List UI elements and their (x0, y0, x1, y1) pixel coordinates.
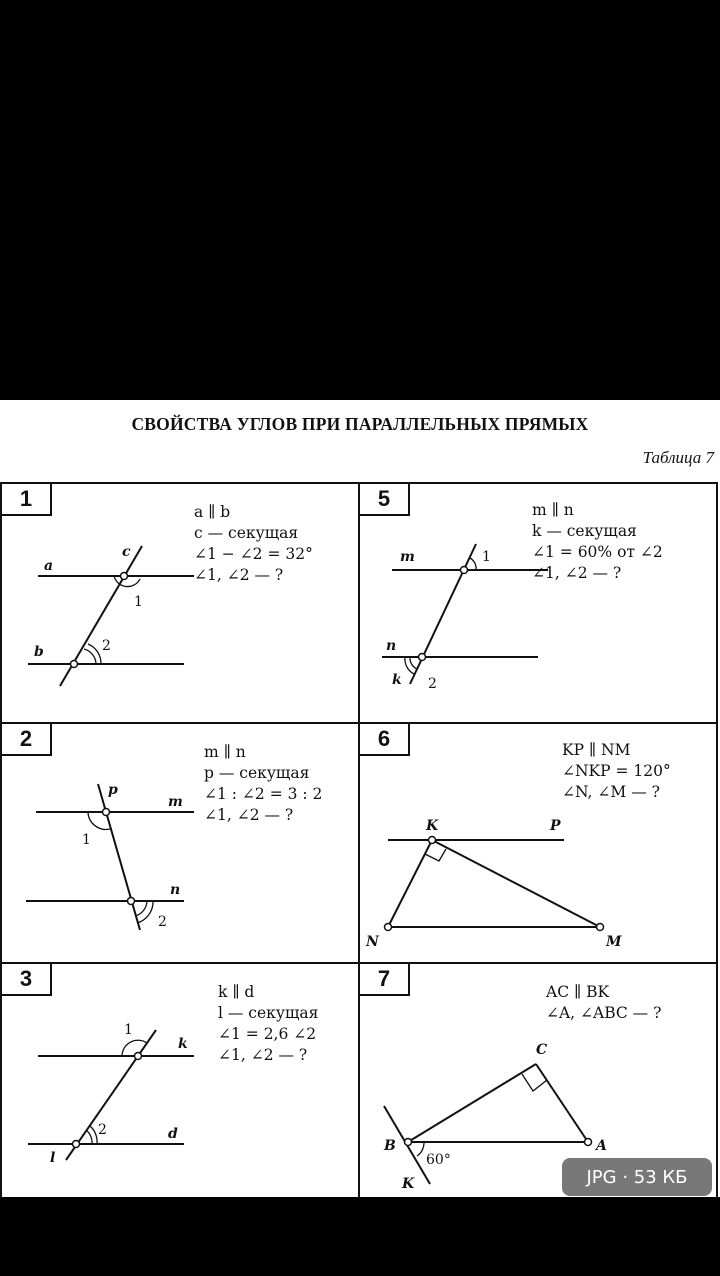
label-angle-2: 2 (428, 676, 437, 692)
condition-line: ∠A, ∠ABC — ? (546, 1004, 662, 1022)
label-N: N (366, 934, 379, 950)
label-c: c (122, 544, 131, 560)
label-angle-60: 60° (426, 1152, 451, 1168)
condition-line: AC ∥ BK (546, 983, 610, 1001)
label-l: l (50, 1150, 56, 1166)
condition-line: a ∥ b (194, 503, 231, 521)
problem-number: 7 (360, 964, 410, 996)
diagram-6 (360, 724, 718, 962)
condition-line: ∠NKP = 120° (562, 762, 671, 780)
condition-line: k ∥ d (218, 983, 255, 1001)
condition-line: ∠1 = 60% от ∠2 (532, 543, 663, 561)
condition-line: ∠N, ∠M — ? (562, 783, 660, 801)
problem-number: 1 (2, 484, 52, 516)
problem-number: 6 (360, 724, 410, 756)
file-info-badge: JPG · 53 КБ (562, 1158, 712, 1196)
label-K: K (402, 1176, 415, 1192)
label-C: C (536, 1042, 548, 1058)
problem-number: 3 (2, 964, 52, 996)
diagram-3 (2, 964, 360, 1197)
condition-line: KP ∥ NM (562, 741, 631, 759)
label-angle-1: 1 (124, 1022, 133, 1038)
condition-line: m ∥ n (532, 501, 574, 519)
problem-number: 2 (2, 724, 52, 756)
label-d: d (168, 1126, 178, 1142)
label-k: k (392, 672, 402, 688)
problem-cell-6 (360, 724, 718, 962)
label-M: M (606, 934, 622, 950)
condition-line: ∠1 − ∠2 = 32° (194, 545, 313, 563)
label-k: k (178, 1036, 188, 1052)
diagram-2 (2, 724, 360, 962)
condition-line: ∠1 : ∠2 = 3 : 2 (204, 785, 323, 803)
label-K: K (426, 818, 439, 834)
condition-line: ∠1, ∠2 — ? (532, 564, 622, 582)
condition-line: c — секущая (194, 524, 299, 542)
label-a: a (44, 558, 54, 574)
label-A: A (596, 1138, 607, 1154)
label-n: n (170, 882, 181, 898)
condition-line: p — секущая (204, 764, 310, 782)
problem-cell-3 (2, 964, 360, 1197)
label-angle-1: 1 (482, 549, 491, 565)
condition-line: ∠1 = 2,6 ∠2 (218, 1025, 317, 1043)
condition-line: k — секущая (532, 522, 637, 540)
label-angle-2: 2 (158, 914, 167, 930)
label-b: b (34, 644, 44, 660)
label-angle-2: 2 (102, 638, 111, 654)
page-title: СВОЙСТВА УГЛОВ ПРИ ПАРАЛЛЕЛЬНЫХ ПРЯМЫХ (131, 414, 589, 434)
label-m: m (168, 794, 183, 810)
condition-line: ∠1, ∠2 — ? (218, 1046, 308, 1064)
problem-cell-5 (360, 484, 718, 722)
condition-line: ∠1, ∠2 — ? (194, 566, 284, 584)
label-m: m (400, 549, 415, 565)
label-P: P (550, 818, 561, 834)
label-angle-1: 1 (82, 832, 91, 848)
problem-cell-2 (2, 724, 360, 962)
table-caption: Таблица 7 (642, 448, 714, 467)
condition-line: ∠1, ∠2 — ? (204, 806, 294, 824)
label-B: B (384, 1138, 396, 1154)
diagram-1 (2, 484, 360, 722)
label-angle-2: 2 (98, 1122, 107, 1138)
diagram-5 (360, 484, 718, 722)
condition-line: l — секущая (218, 1004, 319, 1022)
problem-cell-1 (2, 484, 360, 722)
label-n: n (386, 638, 397, 654)
problem-number: 5 (360, 484, 410, 516)
condition-line: m ∥ n (204, 743, 246, 761)
label-p: p (108, 782, 118, 798)
label-angle-1: 1 (134, 594, 143, 610)
